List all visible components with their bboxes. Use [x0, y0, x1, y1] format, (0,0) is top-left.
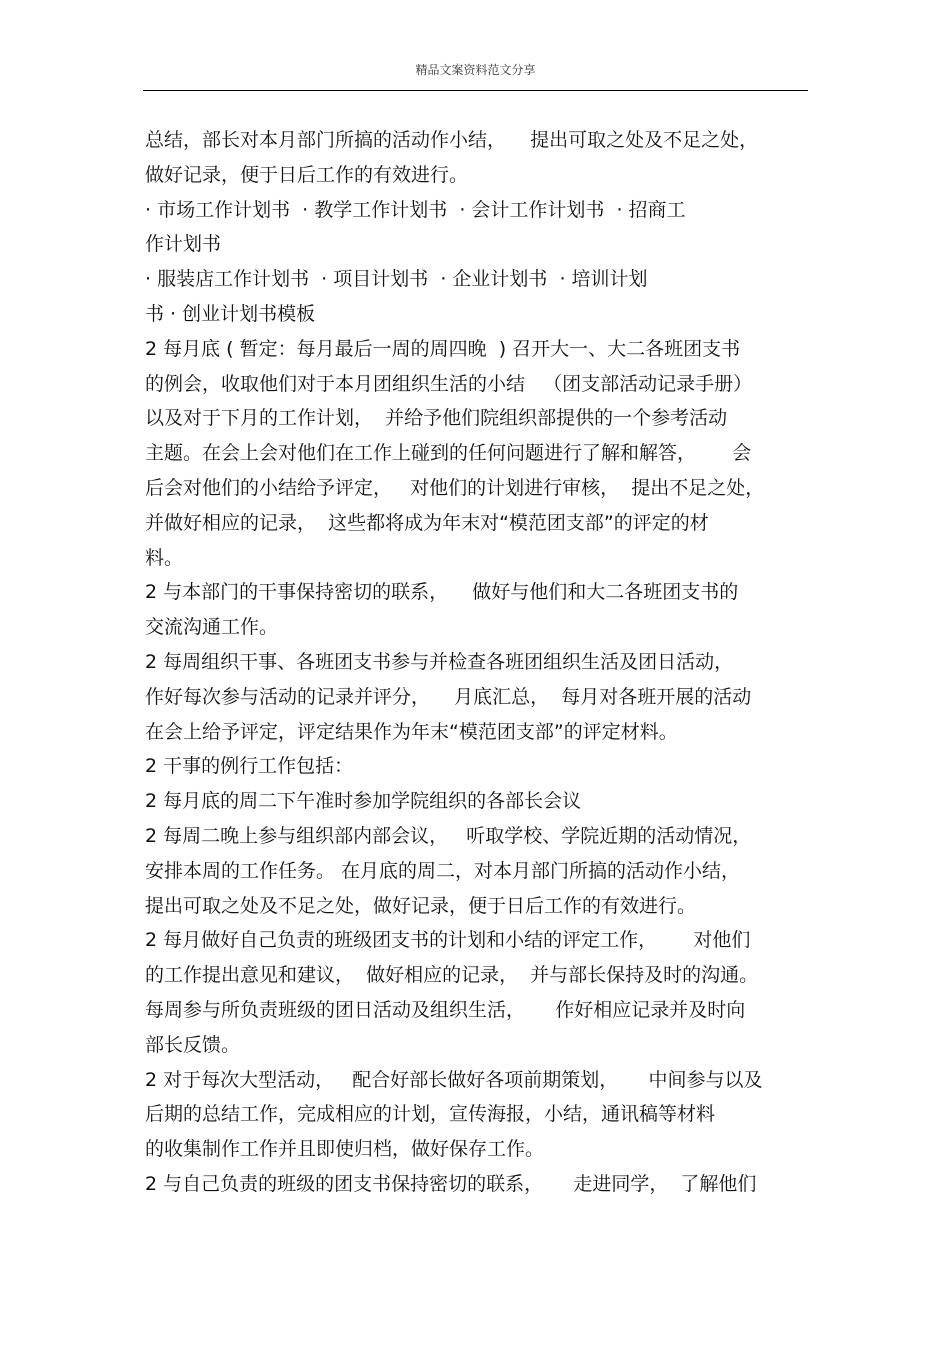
- text-line: 作计划书: [145, 233, 222, 256]
- text-line: 料。: [145, 546, 184, 569]
- text-line: 的例会，收取他们对于本月团组织生活的小结 （团支部活动记录手册）: [145, 372, 753, 395]
- text-line: 部长反馈。: [145, 1033, 241, 1056]
- header-divider: [143, 90, 808, 91]
- text-line: 2 每月底 ( 暂定：每月最后一周的周四晚 ) 召开大一、大二各班团支书: [145, 337, 741, 360]
- text-line: 作好每次参与活动的记录并评分， 月底汇总， 每月对各班开展的活动: [145, 685, 752, 708]
- text-line: · 服装店工作计划书 · 项目计划书 · 企业计划书 · 培训计划: [145, 268, 648, 291]
- document-body: [145, 123, 810, 1202]
- text-line: 2 每月底的周二下午准时参加学院组织的各部长会议: [145, 790, 582, 813]
- text-line: 2 干事的例行工作包括：: [145, 755, 354, 778]
- text-line: 2 与自己负责的班级的团支书保持密切的联系， 走进同学， 了解他们: [145, 1172, 757, 1195]
- text-line: 安排本周的工作任务。 在月底的周二，对本月部门所搞的活动作小结，: [145, 859, 741, 882]
- text-line: 2 每周二晚上参与组织部内部会议， 听取学校、学院近期的活动情况，: [145, 824, 752, 847]
- text-line: 提出可取之处及不足之处，做好记录，便于日后工作的有效进行。: [145, 894, 697, 917]
- text-line: 2 每月做好自己负责的班级团支书的计划和小结的评定工作， 对他们: [145, 929, 751, 952]
- text-line: 2 每周组织干事、各班团支书参与并检查各班团组织生活及团日活动，: [145, 650, 734, 673]
- text-line: 的工作提出意见和建议， 做好相应的记录， 并与部长保持及时的沟通。: [145, 964, 759, 987]
- page-header: 精品文案资料范文分享: [415, 63, 536, 77]
- text-line: 以及对于下月的工作计划， 并给予他们院组织部提供的一个参考活动: [145, 407, 728, 430]
- text-line: 在会上给予评定，评定结果作为年末“模范团支部”的评定材料。: [145, 720, 678, 743]
- text-line: 书 · 创业计划书模板: [145, 302, 316, 325]
- text-line: · 市场工作计划书 · 教学工作计划书 · 会计工作计划书 · 招商工: [145, 198, 686, 221]
- text-line: 总结，部长对本月部门所搞的活动作小结， 提出可取之处及不足之处，: [145, 129, 759, 151]
- text-line: 后会对他们的小结给予评定， 对他们的计划进行审核， 提出不足之处，: [145, 476, 765, 499]
- text-line: 每周参与所负责班级的团日活动及组织生活， 作好相应记录并及时向: [145, 998, 746, 1021]
- text-line: 后期的总结工作，完成相应的计划，宣传海报，小结，通讯稿等材料: [145, 1103, 716, 1126]
- text-line: 主题。在会上会对他们在工作上碰到的任何问题进行了解和解答， 会: [145, 442, 752, 465]
- text-line: 2 对于每次大型活动， 配合好部长做好各项前期策划， 中间参与以及: [145, 1068, 763, 1091]
- text-line: 并做好相应的记录， 这些都将成为年末对“模范团支部”的评定的材: [145, 511, 709, 534]
- text-line: 2 与本部门的干事保持密切的联系， 做好与他们和大二各班团支书的: [145, 581, 739, 604]
- text-line: 交流沟通工作。: [145, 616, 279, 639]
- text-line: 的收集制作工作并且即使归档，做好保存工作。: [145, 1138, 545, 1161]
- text-line: 做好记录，便于日后工作的有效进行。: [145, 163, 469, 186]
